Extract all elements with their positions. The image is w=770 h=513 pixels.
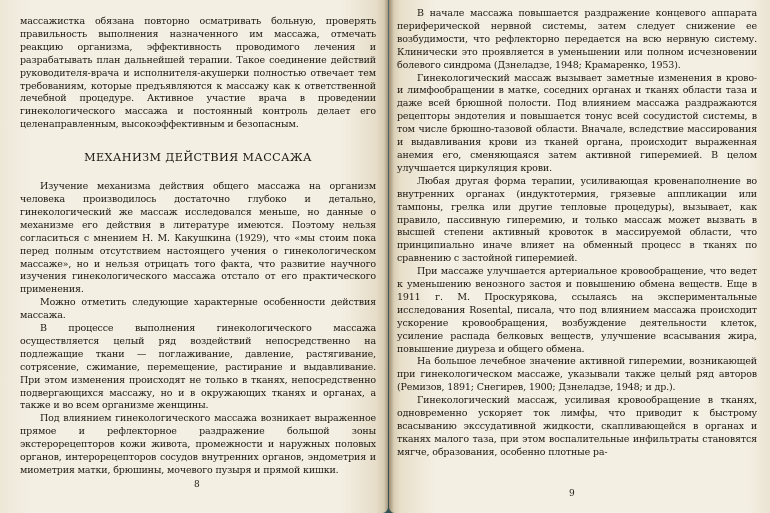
paragraph: На большое лечебное значение активной гиперемии, возникающей при гинекологическом массаже, указывали также целый ряд авторов (Ремизов, 1891; Снегирев, 1900; Дзнеладзе, 1948; и др.). — [397, 356, 757, 394]
paragraph: Под влиянием гинекологического массажа возникает выраженное прямое и рефлекторное раздражение большой зоны экстерорецепторов кожи живота, промежности и наружных половых органов, интерорецепторов сосудов внутренних органов, эндометрия и миометрия матки, брюшины, мочевого пузыря и прямой кишки. — [20, 413, 376, 476]
paragraph: В процессе выполнения гинекологического массажа осуществляется целый ряд воздействий непосредственно на подлежащие ткани — поглаживание, давление, растягивание, сотрясение, сжимание, перемещение, растирание и выдавливание. При этом изменения происходят не только в тканях, непосредственно подвергающихся массажу, но и в окружающих тканях и органах, а также и во всем организме женщины. — [20, 323, 376, 412]
paragraph: Гинекологический массаж, усиливая кровообращение в тканях, одновременно ускоряет ток лимфы, что приводит к быстрому всасыванию экссудативной жидкости, скапливающейся в органах и тканях малого таза, при этом воспалительные инфильтраты становятся мягче, образования, особенно плотные ра- — [397, 395, 757, 458]
paragraph: Можно отметить следующие характерные особенности действия массажа. — [20, 297, 376, 322]
left-page-text — [20, 16, 376, 478]
paragraph: Любая другая форма терапии, усиливающая кровенаполнение во внутренних органах (индуктотермия, грязевые аппликации или тампоны, грелка или другие тепловые процедуры), вызывает, как правило, пассивную гиперемию, и только массаж может вызвать в высшей степени активный кровоток в массируемой области, что принципиально иначе влияет на обменный процесс в тканях по сравнению с застойной гиперемией. — [397, 175, 757, 265]
page-number: 9 — [569, 489, 575, 499]
paragraph: В начале массажа повышается раздражение концевого аппарата периферической нервной системы, затем следует снижение ее возбудимости, что рефлекторно передается на всю нервную систему. Клинически это проявляется в уменьшении или полном исчезновении болевого синдрома (Дзнеладзе, 1948; Крамаренко, 1953). — [397, 8, 757, 71]
page-number: 8 — [194, 480, 200, 490]
section-heading: МЕХАНИЗМ ДЕЙСТВИЯ МАССАЖА — [84, 151, 312, 165]
right-page-text — [397, 8, 757, 460]
paragraph: Гинекологический массаж вызывает заметные изменения в крово- и лимфообращении в матке, соседних органах и тканях области таза и даже всей брюшной полости. Под влиянием массажа раздражаются рецепторы эндотелия и повышается тонус всей сосудистой системы, в том числе брюшно-тазовой области. Вначале, вследствие массирования и выдавливания крови из тканей органа, происходит выраженная анемия его, сменяющаяся затем активной гиперемией. В целом улучшается циркуляция крови. — [397, 72, 757, 174]
paragraph: Изучение механизма действия общего массажа на организм человека производилось достаточно глубоко и детально, гинекологический же массаж исследовался меньше, но данные о механизме его действия в литературе имеются. Поэтому нельзя согласиться с мнением Н. М. Какушкина (1929), что «мы стоим пока перед полным отсутствием настоящего учения о гинекологическом массаже», но и нельзя отрицать того факта, что развитие научного изучения гинекологического массажа отстало от его практического применения. — [20, 181, 376, 296]
paragraph: При массаже улучшается артериальное кровообращение, что ведет к уменьшению венозного застоя и повышению обмена веществ. Еще в 1911 г. М. Проскурякова, ссылаясь на экспериментальные исследования Rosental, писала, что под влиянием массажа происходит ускорение кровообращения, возбуждение деятельности клеток, усиление распада белковых веществ, улучшение всасывания жира, повышение диуреза и общего обмена. — [397, 266, 757, 355]
paragraph: массажистка обязана повторно осматривать больную, проверять правильность выполнения назначенного им массажа, отмечать реакцию организма, эффективность проводимого лечения и разрабатывать план дальнейшей терапии. Такое соединение действий руководителя-врача и исполнителя-акушерки полностью отвечает тем требованиям, которые предъявляются к массажу как к ответственной лечебной процедуре. Активное участие врача в проведении гинекологического массажа и постоянный контроль делает его целенаправленным, высокоэффективным и безопасным. — [20, 16, 376, 131]
right-page — [389, 0, 770, 513]
book-gutter — [384, 0, 394, 513]
